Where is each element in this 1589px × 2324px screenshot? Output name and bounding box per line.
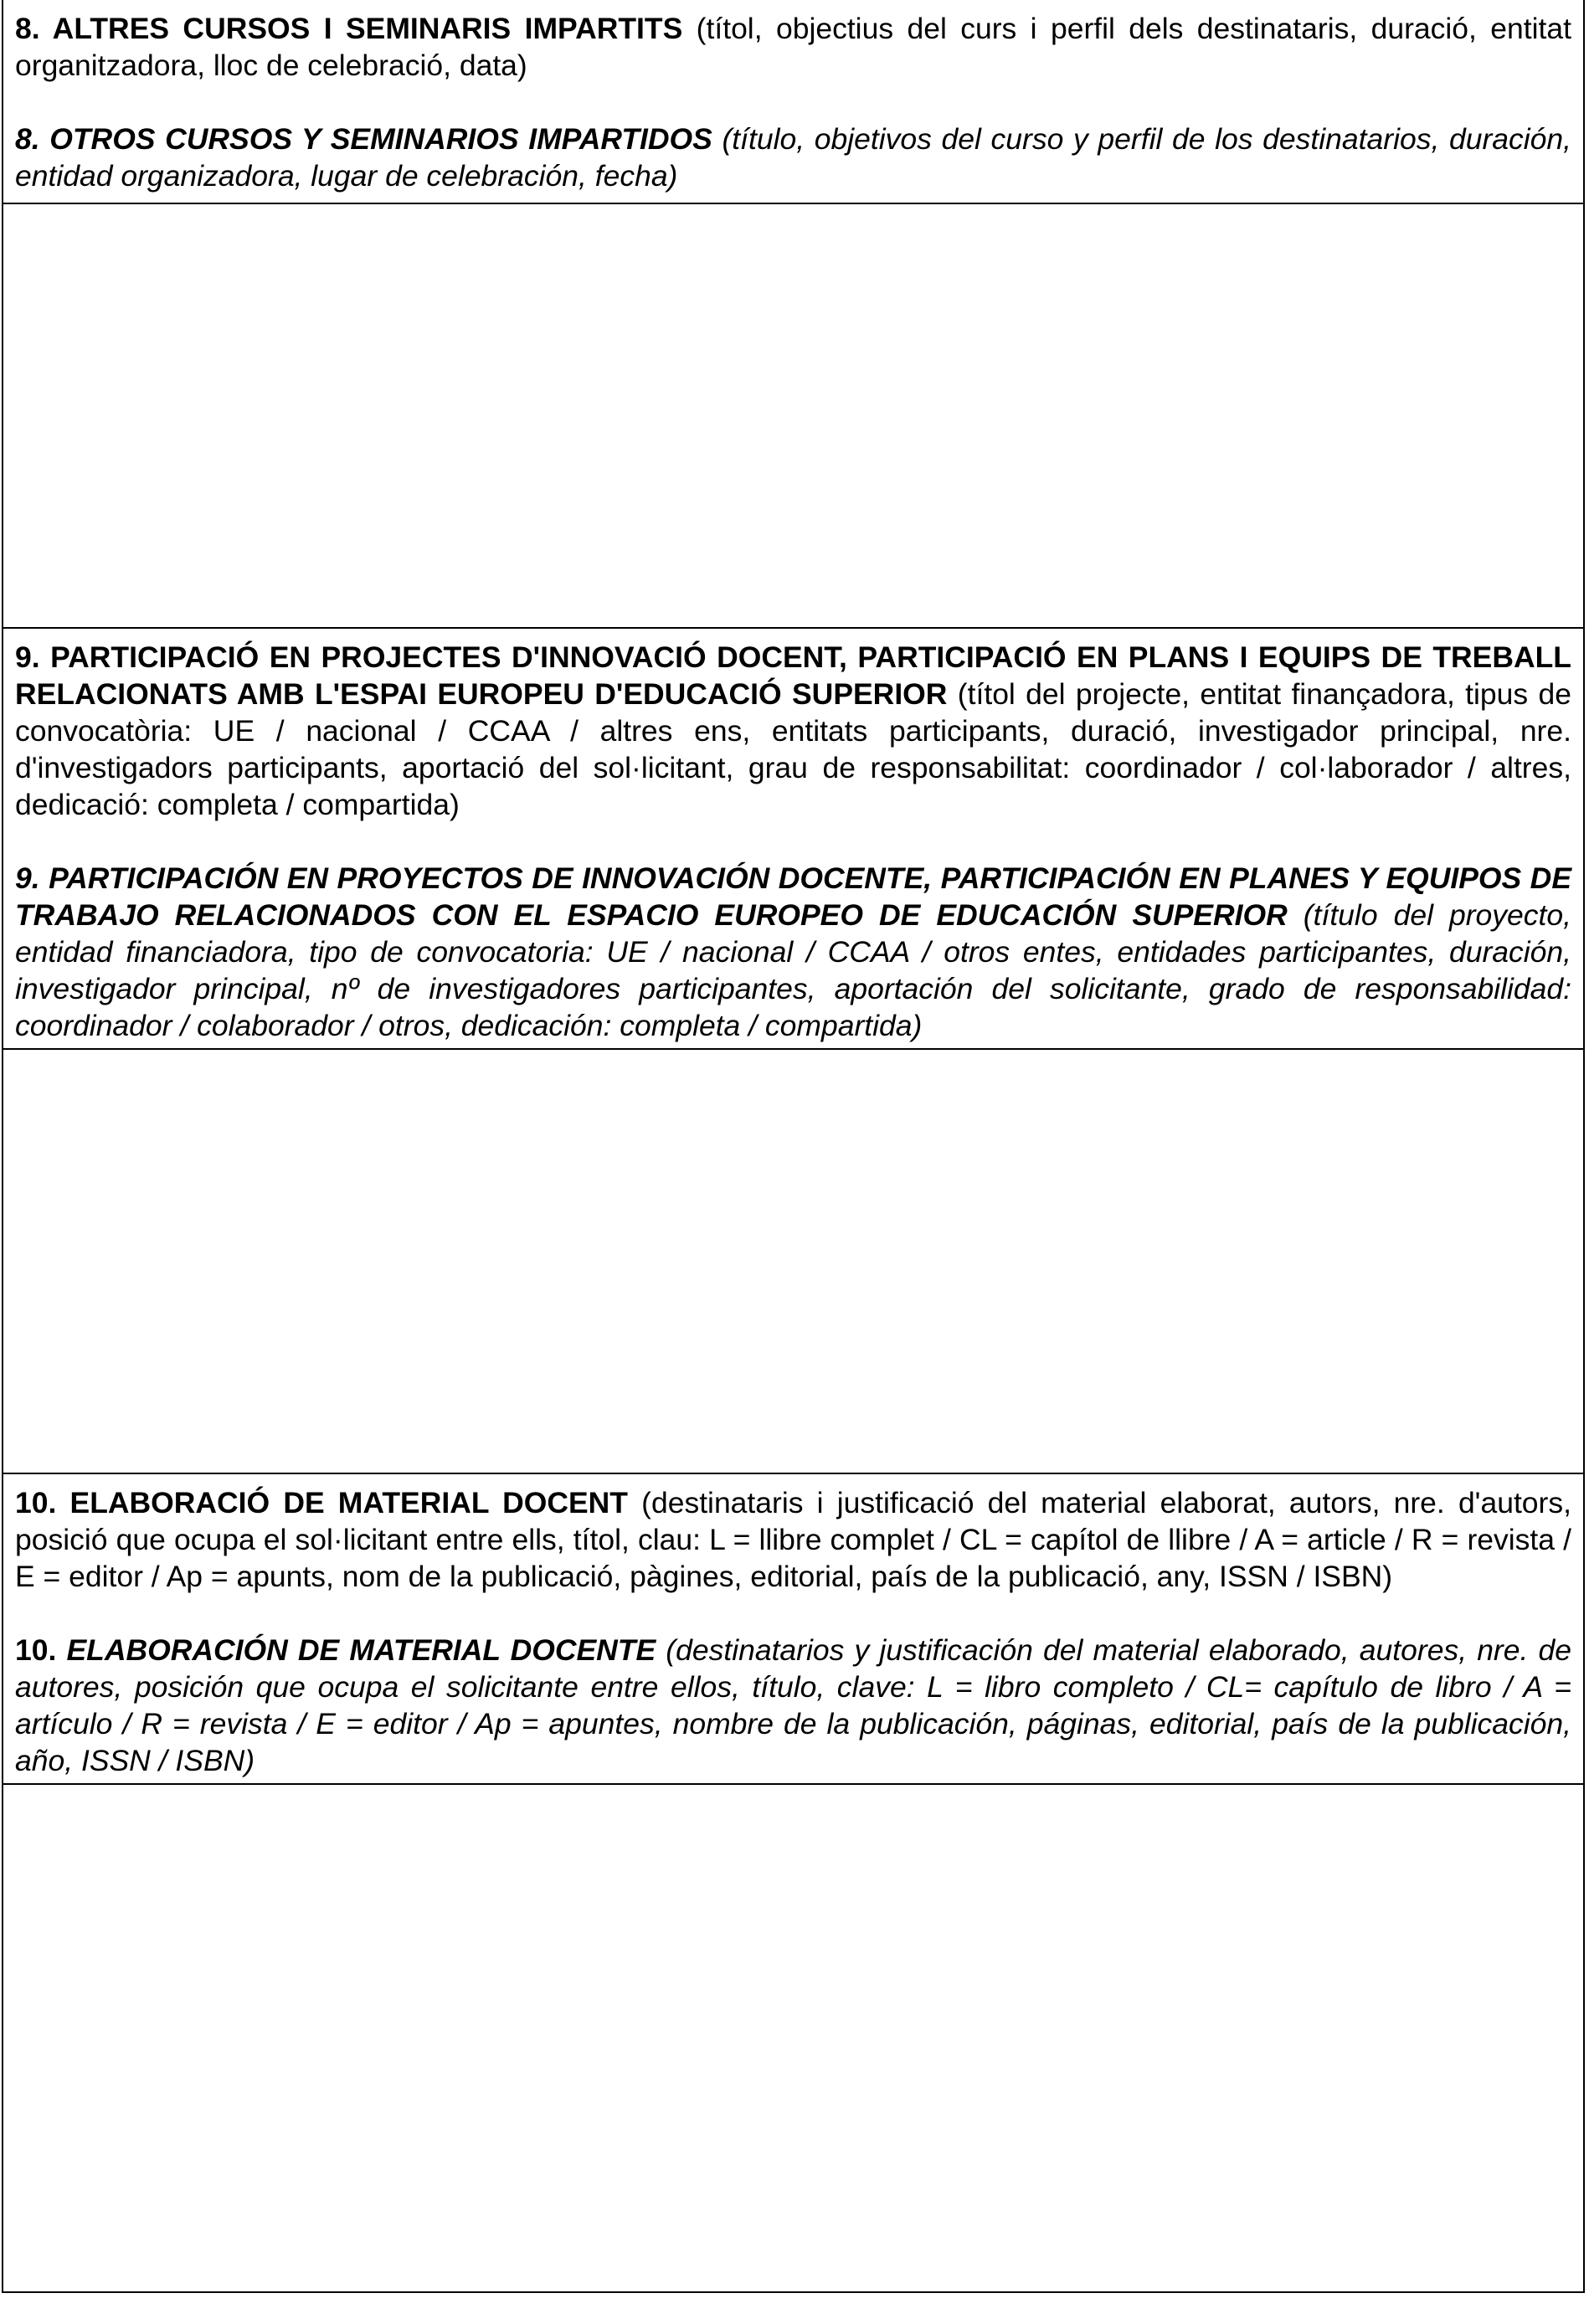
section-8-desc-ca: (títol, objectius del curs i perfil dels destinataris, duració, entitat organitzadora, lloc de celebració, data) [15,12,1571,82]
section-10-desc-ca: (destinataris i justificació del material elaborat, autors, nre. d'autors, posició que ocupa el sol·licitant entre ells, títol, clau: L = llibre complet / CL = capítol de llibre / A = article / R = revista / E = editor / Ap = apunts, nom de la publicació, pàgines, editorial, país de la publicació, any, ISSN / ISBN) [15,1486,1571,1593]
section-10-number-es: 10. [15,1633,67,1667]
section-9-desc-es: (título del proyecto, entidad financiadora, tipo de convocatoria: UE / nacional / CCAA / otros entes, entidades participantes, duración, investigador principal, nº de investigadores participantes, aportación del solicitante, grado de responsabilidad: coordinador / colaborador / otros, dedicación: completa / compartida) [15,898,1572,1042]
section-8-spanish [15,121,1571,194]
section-8-header [3,0,1583,204]
form-table [2,0,1585,2293]
section-10-header [3,1474,1583,1785]
section-9-catalan [15,639,1571,823]
section-10-title-es: ELABORACIÓN DE MATERIAL DOCENTE [66,1633,656,1667]
section-8-title-ca: 8. ALTRES CURSOS I SEMINARIS IMPARTITS [15,12,683,45]
section-8-title-es: 8. OTROS CURSOS Y SEMINARIOS IMPARTIDOS [15,122,712,156]
section-8-catalan [15,10,1571,84]
section-8-answer-field[interactable] [3,204,1583,629]
section-9-answer-field[interactable] [3,1050,1583,1474]
section-10-title-ca: 10. ELABORACIÓ DE MATERIAL DOCENT [15,1486,628,1519]
section-8-desc-es: (título, objetivos del curso y perfil de los destinatarios, duración, entidad organizadora, lugar de celebración, fecha) [15,122,1571,193]
section-10-spanish [15,1632,1571,1779]
section-10-desc-es: (destinatarios y justificación del material elaborado, autores, nre. de autores, posición que ocupa el solicitante entre ellos, título, clave: L = libro completo / CL= capítulo de libro / A = artículo / R = revista / E = editor / Ap = apuntes, nombre de la publicación, páginas, editorial, país de la publicación, año, ISSN / ISBN) [15,1633,1571,1777]
section-9-title-es: 9. PARTICIPACIÓN EN PROYECTOS DE INNOVACIÓN DOCENTE, PARTICIPACIÓN EN PLANES Y EQUIPOS DE TRABAJO RELACIONADOS CON EL ESPACIO EUROPEO DE EDUCACIÓN SUPERIOR [15,861,1571,932]
section-9-title-ca: 9. PARTICIPACIÓ EN PROJECTES D'INNOVACIÓ DOCENT, PARTICIPACIÓ EN PLANS I EQUIPS DE TREBALL RELACIONATS AMB L'ESPAI EUROPEU D'EDUCACIÓ SUPERIOR [15,640,1571,711]
section-9-desc-ca: (títol del projecte, entitat finançadora, tipus de convocatòria: UE / nacional / CCAA / altres ens, entitats participants, duració, investigador principal, nre. d'investigadors participants, aportació del sol·licitant, grau de responsabilitat: coordinador / col·laborador / altres, dedicació: completa / compartida) [15,677,1571,821]
section-10-catalan [15,1484,1571,1595]
section-9-header [3,629,1583,1050]
section-9-spanish [15,860,1571,1044]
section-10-answer-field[interactable] [3,1785,1583,2291]
